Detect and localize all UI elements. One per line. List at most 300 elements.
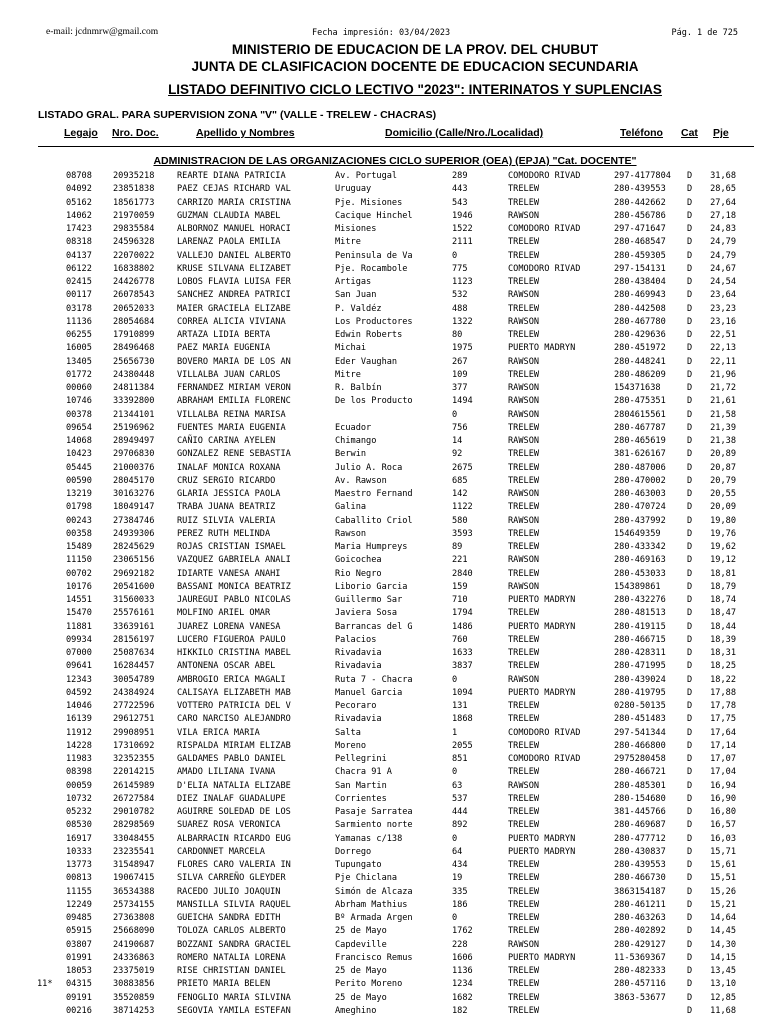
street-cell: San Juan — [335, 290, 377, 301]
legajo-cell: 15489 — [66, 542, 92, 552]
street-number-cell: 0 — [452, 767, 458, 778]
name-cell: LUCERO FIGUEROA PAULO — [177, 634, 286, 645]
category-cell: D — [687, 197, 693, 208]
name-cell: GLARIA JESSICA PAOLA — [177, 489, 281, 499]
category-cell: D — [687, 502, 693, 513]
locality-cell: TRELEW — [508, 184, 540, 195]
score-cell: 23,64 — [710, 290, 736, 301]
phone-cell: 280-469687 — [614, 820, 666, 831]
street-number-cell: 131 — [452, 701, 468, 711]
category-cell: D — [687, 846, 693, 857]
doc-cell: 24939306 — [113, 528, 155, 539]
locality-cell: TRELEW — [508, 475, 540, 486]
legajo-cell: 17423 — [66, 224, 92, 234]
phone-cell: 280-463003 — [614, 489, 666, 499]
col-nombre: Apellido y Nombres — [196, 127, 295, 139]
category-cell: D — [687, 449, 693, 460]
table-row — [0, 303, 768, 316]
section-title: ADMINISTRACION DE LAS ORGANIZACIONES CICLO SUPERIOR (OEA) (EPJA) "Cat. DOCENTE" — [153, 155, 637, 167]
category-cell: D — [687, 899, 693, 910]
street-number-cell: 0 — [452, 913, 458, 923]
doc-cell: 25656730 — [113, 356, 155, 367]
score-cell: 19,12 — [710, 555, 736, 566]
street-cell: Palacios — [335, 634, 377, 645]
street-number-cell: 159 — [452, 581, 468, 592]
category-cell: D — [687, 648, 693, 658]
street-number-cell: 64 — [452, 846, 463, 857]
category-cell: D — [687, 303, 693, 314]
doc-cell: 24426778 — [113, 277, 155, 287]
locality-cell: TRELEW — [508, 449, 540, 460]
table-row — [0, 793, 768, 806]
phone-cell: 280-451483 — [614, 714, 666, 725]
doc-cell: 24336863 — [113, 952, 155, 963]
phone-cell: 280-154680 — [614, 793, 666, 804]
phone-cell: 280-432276 — [614, 595, 666, 605]
phone-cell: 280-429127 — [614, 939, 666, 950]
street-number-cell: 1322 — [452, 316, 473, 327]
doc-cell: 29835584 — [113, 224, 155, 234]
table-row — [0, 435, 768, 448]
phone-cell: 297-4177804 — [614, 171, 671, 181]
phone-cell: 280-486209 — [614, 369, 666, 380]
table-row — [0, 210, 768, 223]
score-cell: 21,58 — [710, 409, 736, 420]
legajo-cell: 09191 — [66, 992, 92, 1003]
print-date: Fecha impresión: 03/04/2023 — [312, 28, 451, 38]
phone-cell: 154389861 — [614, 581, 661, 592]
score-cell: 18,79 — [710, 581, 736, 592]
doc-cell: 20541600 — [113, 581, 155, 592]
street-cell: Mitre — [335, 237, 361, 248]
category-cell: D — [687, 926, 693, 937]
street-number-cell: 109 — [452, 369, 468, 380]
category-cell: D — [687, 581, 693, 592]
street-cell: Michai — [335, 343, 367, 354]
category-cell: D — [687, 820, 693, 831]
category-cell: D — [687, 409, 693, 420]
street-cell: Berwin — [335, 449, 367, 460]
category-cell: D — [687, 833, 693, 844]
locality-cell: COMODORO RIVAD — [508, 224, 581, 234]
category-cell: D — [687, 740, 693, 751]
street-number-cell: 0 — [452, 409, 458, 420]
phone-cell: 0280-50135 — [614, 701, 666, 711]
table-row — [0, 501, 768, 514]
legajo-cell: 14228 — [66, 740, 92, 751]
col-legajo: Legajo — [64, 127, 98, 139]
score-cell: 31,68 — [710, 171, 736, 181]
legajo-cell: 00813 — [66, 873, 92, 884]
name-cell: ROJAS CRISTIAN ISMAEL — [177, 542, 286, 552]
header-divider — [38, 146, 754, 147]
street-cell: R. Balbín — [335, 383, 382, 393]
locality-cell: RAWSON — [508, 436, 540, 446]
doc-cell: 29706830 — [113, 449, 155, 460]
table-row — [0, 250, 768, 263]
phone-cell: 280-442662 — [614, 197, 666, 208]
score-cell: 15,61 — [710, 860, 736, 870]
legajo-cell: 00216 — [66, 1005, 92, 1016]
street-cell: Julio A. Roca — [335, 462, 403, 473]
score-cell: 18,39 — [710, 634, 736, 645]
street-cell: Corrientes — [335, 793, 387, 804]
doc-cell: 25576161 — [113, 608, 155, 619]
score-cell: 18,47 — [710, 608, 736, 619]
street-number-cell: 89 — [452, 542, 463, 552]
locality-cell: COMODORO RIVAD — [508, 263, 581, 274]
table-row — [0, 475, 768, 488]
score-cell: 14,64 — [710, 913, 736, 923]
score-cell: 23,23 — [710, 303, 736, 314]
phone-cell: 297-154131 — [614, 263, 666, 274]
legajo-cell: 09641 — [66, 661, 92, 672]
page-number: Pág. 1 de 725 — [671, 28, 738, 38]
legajo-cell: 00358 — [66, 528, 92, 539]
table-row — [0, 952, 768, 965]
doc-cell: 28245629 — [113, 542, 155, 552]
col-pje: Pje — [713, 127, 729, 139]
locality-cell: TRELEW — [508, 873, 540, 884]
doc-cell: 30054789 — [113, 674, 155, 685]
doc-cell: 28949497 — [113, 436, 155, 446]
locality-cell: TRELEW — [508, 330, 540, 340]
category-cell: D — [687, 966, 693, 976]
table-row — [0, 422, 768, 435]
table-row — [0, 276, 768, 289]
category-cell: D — [687, 383, 693, 393]
legajo-cell: 07000 — [66, 648, 92, 658]
score-cell: 21,39 — [710, 422, 736, 433]
col-cat: Cat — [681, 127, 698, 139]
phone-cell: 154649359 — [614, 528, 661, 539]
doc-cell: 25734155 — [113, 899, 155, 910]
doc-cell: 29612751 — [113, 714, 155, 725]
doc-cell: 28496468 — [113, 343, 155, 354]
street-number-cell: 92 — [452, 449, 463, 460]
street-cell: Mitre — [335, 369, 361, 380]
category-cell: D — [687, 992, 693, 1003]
street-cell: 25 de Mayo — [335, 992, 387, 1003]
name-cell: MOLFINO ARIEL OMAR — [177, 608, 271, 619]
table-row — [0, 356, 768, 369]
locality-cell: TRELEW — [508, 767, 540, 778]
doc-cell: 32352355 — [113, 754, 155, 764]
name-cell: RISE CHRISTIAN DANIEL — [177, 966, 286, 976]
phone-cell: 280-439553 — [614, 860, 666, 870]
street-cell: Barrancas del G — [335, 621, 413, 632]
name-cell: IDIARTE VANESA ANAHI — [177, 568, 281, 579]
street-number-cell: 1762 — [452, 926, 473, 937]
legajo-cell: 04092 — [66, 184, 92, 195]
name-cell: D'ELIA NATALIA ELIZABE — [177, 780, 291, 791]
legajo-cell: 04137 — [66, 250, 92, 261]
legajo-cell: 13405 — [66, 356, 92, 367]
phone-cell: 280-467780 — [614, 316, 666, 327]
legajo-cell: 11150 — [66, 555, 92, 566]
street-number-cell: 710 — [452, 595, 468, 605]
score-cell: 11,68 — [710, 1005, 736, 1016]
street-number-cell: 543 — [452, 197, 468, 208]
listing-title: LISTADO DEFINITIVO CICLO LECTIVO "2023": INTERINATOS Y SUPLENCIAS — [168, 82, 662, 97]
category-cell: D — [687, 793, 693, 804]
legajo-cell: 10176 — [66, 581, 92, 592]
legajo-cell: 10423 — [66, 449, 92, 460]
doc-cell: 26727584 — [113, 793, 155, 804]
table-row — [0, 647, 768, 660]
col-telefono: Teléfono — [620, 127, 663, 139]
doc-cell: 24190687 — [113, 939, 155, 950]
locality-cell: RAWSON — [508, 409, 540, 420]
street-cell: Maestro Fernand — [335, 489, 413, 499]
category-cell: D — [687, 621, 693, 632]
name-cell: FUENTES MARIA EUGENIA — [177, 422, 286, 433]
name-cell: HIKKILO CRISTINA MABEL — [177, 648, 291, 658]
table-row — [0, 170, 768, 183]
doc-cell: 38714253 — [113, 1005, 155, 1016]
table-row — [0, 700, 768, 713]
category-cell: D — [687, 316, 693, 327]
category-cell: D — [687, 396, 693, 407]
category-cell: D — [687, 343, 693, 354]
score-cell: 12,85 — [710, 992, 736, 1003]
locality-cell: TRELEW — [508, 913, 540, 923]
table-row — [0, 713, 768, 726]
score-cell: 27,64 — [710, 197, 736, 208]
name-cell: ROMERO NATALIA LORENA — [177, 952, 286, 963]
table-row — [0, 925, 768, 938]
street-cell: Los Productores — [335, 316, 413, 327]
row-mark: 11* — [37, 979, 53, 990]
locality-cell: TRELEW — [508, 608, 540, 619]
doc-cell: 30883856 — [113, 979, 155, 990]
name-cell: GUZMAN CLAUDIA MABEL — [177, 210, 281, 221]
phone-cell: 280-467787 — [614, 422, 666, 433]
category-cell: D — [687, 515, 693, 526]
street-cell: De los Producto — [335, 396, 413, 407]
name-cell: ALBARRACIN RICARDO EUG — [177, 833, 291, 844]
table-row — [0, 568, 768, 581]
legajo-cell: 16005 — [66, 343, 92, 354]
legajo-cell: 05915 — [66, 926, 92, 937]
doc-cell: 26145989 — [113, 780, 155, 791]
locality-cell: TRELEW — [508, 661, 540, 672]
name-cell: ABRAHAM EMILIA FLORENC — [177, 396, 291, 407]
score-cell: 17,07 — [710, 754, 736, 764]
phone-cell: 2975280458 — [614, 754, 666, 764]
doc-cell: 33392800 — [113, 396, 155, 407]
score-cell: 17,14 — [710, 740, 736, 751]
score-cell: 21,96 — [710, 369, 736, 380]
table-row — [0, 899, 768, 912]
phone-cell: 280-485301 — [614, 780, 666, 791]
street-number-cell: 1136 — [452, 966, 473, 976]
name-cell: VILLALBA REINA MARISA — [177, 409, 286, 420]
street-cell: Sarmiento norte — [335, 820, 413, 831]
street-cell: Abrham Mathius — [335, 899, 408, 910]
locality-cell: RAWSON — [508, 674, 540, 685]
phone-cell: 280-470002 — [614, 475, 666, 486]
locality-cell: PUERTO MADRYN — [508, 833, 576, 844]
name-cell: INALAF MONICA ROXANA — [177, 462, 281, 473]
score-cell: 17,75 — [710, 714, 736, 725]
street-cell: Peninsula de Va — [335, 250, 413, 261]
doc-cell: 21000376 — [113, 462, 155, 473]
category-cell: D — [687, 807, 693, 817]
legajo-cell: 08708 — [66, 171, 92, 181]
name-cell: CARDONNET MARCELA — [177, 846, 265, 857]
locality-cell: TRELEW — [508, 926, 540, 937]
doc-cell: 27722596 — [113, 701, 155, 711]
category-cell: D — [687, 462, 693, 473]
category-cell: D — [687, 369, 693, 380]
street-number-cell: 63 — [452, 780, 463, 791]
score-cell: 17,04 — [710, 767, 736, 778]
name-cell: VILA ERICA MARIA — [177, 727, 260, 738]
doc-cell: 17310692 — [113, 740, 155, 751]
category-cell: D — [687, 277, 693, 287]
doc-cell: 29908951 — [113, 727, 155, 738]
phone-cell: 280-438404 — [614, 277, 666, 287]
phone-cell: 280-453033 — [614, 568, 666, 579]
street-cell: Ecuador — [335, 422, 372, 433]
street-number-cell: 1946 — [452, 210, 473, 221]
street-number-cell: 1606 — [452, 952, 473, 963]
locality-cell: TRELEW — [508, 1005, 540, 1016]
table-row — [0, 621, 768, 634]
legajo-cell: 05445 — [66, 462, 92, 473]
score-cell: 20,89 — [710, 449, 736, 460]
score-cell: 21,61 — [710, 396, 736, 407]
category-cell: D — [687, 528, 693, 539]
category-cell: D — [687, 595, 693, 605]
table-row — [0, 819, 768, 832]
locality-cell: TRELEW — [508, 369, 540, 380]
table-row — [0, 939, 768, 952]
score-cell: 19,80 — [710, 515, 736, 526]
name-cell: RUIZ SILVIA VALERIA — [177, 515, 276, 526]
legajo-cell: 14551 — [66, 595, 92, 605]
name-cell: JAUREGUI PABLO NICOLAS — [177, 595, 291, 605]
name-cell: TOLOZA CARLOS ALBERTO — [177, 926, 286, 937]
phone-cell: 280-439024 — [614, 674, 666, 685]
street-cell: Pecoraro — [335, 701, 377, 711]
table-row — [0, 409, 768, 422]
locality-cell: TRELEW — [508, 899, 540, 910]
street-number-cell: 1494 — [452, 396, 473, 407]
name-cell: CORREA ALICIA VIVIANA — [177, 316, 286, 327]
category-cell: D — [687, 210, 693, 221]
locality-cell: TRELEW — [508, 237, 540, 248]
ministry-title: MINISTERIO DE EDUCACION DE LA PROV. DEL CHUBUT — [231, 42, 599, 57]
street-cell: Av. Rawson — [335, 475, 387, 486]
street-number-cell: 267 — [452, 356, 468, 367]
score-cell: 28,65 — [710, 184, 736, 195]
legajo-cell: 12343 — [66, 674, 92, 685]
phone-cell: 280-470724 — [614, 502, 666, 513]
score-cell: 15,71 — [710, 846, 736, 857]
category-cell: D — [687, 913, 693, 923]
category-cell: D — [687, 886, 693, 897]
street-cell: Guillermo Sar — [335, 595, 403, 605]
phone-cell: 280-429636 — [614, 330, 666, 340]
phone-cell: 280-451972 — [614, 343, 666, 354]
name-cell: AMBROGIO ERICA MAGALI — [177, 674, 286, 685]
locality-cell: TRELEW — [508, 303, 540, 314]
score-cell: 13,10 — [710, 979, 736, 990]
doc-cell: 33048455 — [113, 833, 155, 844]
doc-cell: 28054684 — [113, 316, 155, 327]
score-cell: 14,45 — [710, 926, 736, 937]
phone-cell: 280-487006 — [614, 462, 666, 473]
name-cell: AGUIRRE SOLEDAD DE LOS — [177, 807, 291, 817]
street-number-cell: 444 — [452, 807, 468, 817]
category-cell: D — [687, 687, 693, 698]
doc-cell: 31548947 — [113, 860, 155, 870]
street-number-cell: 1794 — [452, 608, 473, 619]
table-row — [0, 859, 768, 872]
name-cell: LARENAZ PAOLA EMILIA — [177, 237, 281, 248]
phone-cell: 280-466800 — [614, 740, 666, 751]
street-cell: Rawson — [335, 528, 367, 539]
category-cell: D — [687, 1005, 693, 1016]
category-cell: D — [687, 714, 693, 725]
category-cell: D — [687, 436, 693, 446]
score-cell: 20,79 — [710, 475, 736, 486]
category-cell: D — [687, 263, 693, 274]
legajo-cell: 03178 — [66, 303, 92, 314]
table-row — [0, 607, 768, 620]
street-number-cell: 1486 — [452, 621, 473, 632]
legajo-cell: 11983 — [66, 754, 92, 764]
locality-cell: RAWSON — [508, 515, 540, 526]
score-cell: 14,30 — [710, 939, 736, 950]
name-cell: GALDAMES PABLO DANIEL — [177, 754, 286, 764]
legajo-cell: 14046 — [66, 701, 92, 711]
category-cell: D — [687, 184, 693, 195]
name-cell: ALBORNOZ MANUEL HORACI — [177, 224, 291, 234]
doc-cell: 17910899 — [113, 330, 155, 340]
locality-cell: TRELEW — [508, 502, 540, 513]
legajo-cell: 11912 — [66, 727, 92, 738]
locality-cell: TRELEW — [508, 542, 540, 552]
legajo-cell: 01798 — [66, 502, 92, 513]
legajo-cell: 13773 — [66, 860, 92, 870]
street-number-cell: 756 — [452, 422, 468, 433]
street-cell: Rivadavia — [335, 648, 382, 658]
category-cell: D — [687, 634, 693, 645]
name-cell: BOVERO MARIA DE LOS AN — [177, 356, 291, 367]
doc-cell: 23375019 — [113, 966, 155, 976]
doc-cell: 24596328 — [113, 237, 155, 248]
category-cell: D — [687, 555, 693, 566]
legajo-cell: 14062 — [66, 210, 92, 221]
doc-cell: 28156197 — [113, 634, 155, 645]
phone-cell: 297-541344 — [614, 727, 666, 738]
street-cell: Maria Humpreys — [335, 542, 408, 552]
score-cell: 15,21 — [710, 899, 736, 910]
table-row — [0, 872, 768, 885]
street-cell: Pasaje Sarratea — [335, 807, 413, 817]
table-row — [0, 753, 768, 766]
doc-cell: 27363808 — [113, 913, 155, 923]
table-row — [0, 488, 768, 501]
phone-cell: 2804615561 — [614, 409, 666, 420]
name-cell: SANCHEZ ANDREA PATRICI — [177, 290, 291, 301]
street-number-cell: 2055 — [452, 740, 473, 751]
street-number-cell: 2840 — [452, 568, 473, 579]
score-cell: 21,72 — [710, 383, 736, 393]
